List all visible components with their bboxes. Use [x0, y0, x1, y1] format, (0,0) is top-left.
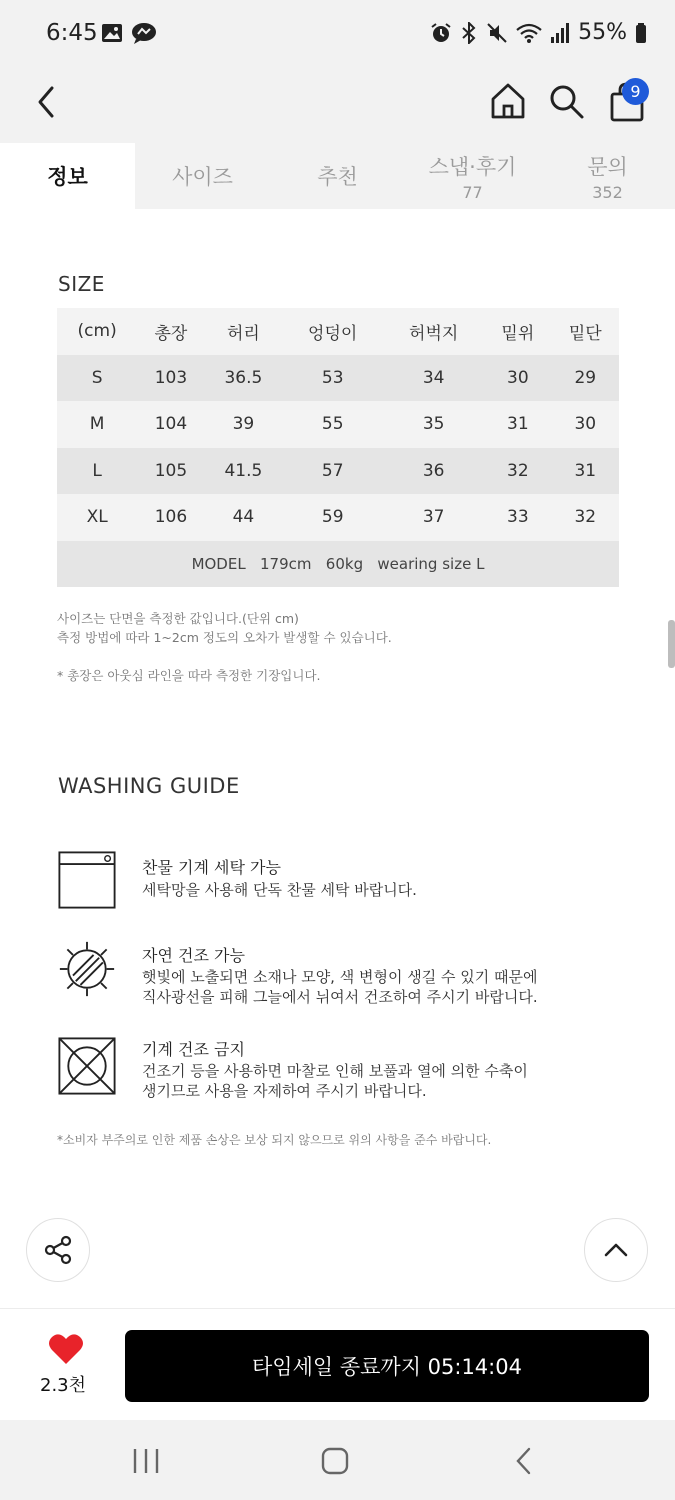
size-note: 사이즈는 단면을 측정한 값입니다.(단위 cm): [57, 611, 299, 626]
washing-machine-icon: [56, 851, 118, 909]
back-icon[interactable]: [30, 84, 66, 120]
buy-button-label: 타임세일 종료까지 05:14:04: [252, 1355, 522, 1379]
washing-title: WASHING GUIDE: [58, 774, 240, 798]
alarm-icon: [430, 22, 452, 44]
like-count: 2.3천: [40, 1375, 87, 1396]
scrollbar-thumb[interactable]: [668, 620, 675, 668]
size-title: SIZE: [58, 272, 105, 296]
system-nav-bar: [0, 1420, 675, 1500]
battery-icon: [635, 22, 647, 44]
tab-info[interactable]: 정보: [0, 143, 135, 209]
share-button[interactable]: [26, 1218, 90, 1282]
app-header: [0, 70, 675, 143]
wash-item-desc: 직사광선을 피해 그늘에서 뉘여서 건조하여 주시기 바랍니다.: [142, 988, 538, 1006]
messenger-icon: [131, 22, 157, 44]
signal-icon: [550, 22, 570, 44]
wash-item-title: 기계 건조 금지: [142, 1040, 245, 1059]
mute-icon: [486, 22, 508, 44]
no-tumble-dry-icon: [56, 1037, 118, 1095]
status-time: 6:45: [46, 20, 98, 46]
shade-dry-icon: [56, 940, 118, 998]
home-icon[interactable]: [489, 82, 527, 120]
wash-item-desc: 햇빛에 노출되면 소재나 모양, 색 변형이 생길 수 있기 때문에: [142, 968, 538, 986]
model-info-row: [57, 541, 619, 588]
battery-level: 55%: [578, 20, 627, 45]
wash-item-desc: 생기므로 사용을 자제하여 주시기 바랍니다.: [142, 1082, 427, 1100]
wash-item-desc: 세탁망을 사용해 단독 찬물 세탁 바랍니다.: [142, 881, 417, 899]
table-row: L 105 41.5 57 36 32 31: [57, 448, 619, 495]
wash-item-title: 자연 건조 가능: [142, 946, 245, 965]
review-count: 77: [462, 182, 483, 202]
recent-apps-icon[interactable]: [130, 1446, 162, 1476]
back-nav-icon[interactable]: [512, 1446, 536, 1476]
heart-icon[interactable]: [48, 1333, 84, 1365]
wash-item-title: 찬물 기계 세탁 가능: [142, 858, 281, 877]
tab-inquiry[interactable]: 문의 352: [587, 154, 628, 202]
share-icon: [42, 1234, 74, 1266]
tab-size[interactable]: 사이즈: [172, 165, 233, 189]
wifi-icon: [516, 22, 542, 44]
gallery-icon: [101, 22, 123, 44]
size-note: 측정 방법에 따라 1~2cm 정도의 오차가 발생할 수 있습니다.: [57, 630, 392, 645]
wash-item-desc: 건조기 등을 사용하면 마찰로 인해 보풀과 열에 의한 수축이: [142, 1062, 528, 1080]
washing-footer-note: *소비자 부주의로 인한 제품 손상은 보상 되지 않으므로 위의 사항을 준수 바랍니다.: [57, 1133, 492, 1147]
chevron-up-icon: [602, 1236, 630, 1264]
home-nav-icon[interactable]: [320, 1446, 350, 1476]
table-row: S 103 36.5 53 34 30 29: [57, 355, 619, 402]
bluetooth-icon: [460, 22, 478, 44]
time-sale-buy-button[interactable]: [125, 1330, 649, 1402]
search-icon[interactable]: [547, 82, 585, 120]
size-table-header: (cm) 총장 허리 엉덩이 허벅지 밑위 밑단: [57, 308, 619, 355]
tab-bar: [0, 143, 675, 209]
bottom-divider: [0, 1308, 675, 1309]
status-bar: [0, 0, 675, 70]
tab-snap-review[interactable]: 스냅·후기 77: [428, 154, 517, 202]
size-table: [57, 308, 619, 587]
table-row: M 104 39 55 35 31 30: [57, 401, 619, 448]
table-row: XL 106 44 59 37 33 32: [57, 494, 619, 541]
cart-count-badge: 9: [622, 78, 649, 105]
inquiry-count: 352: [592, 182, 623, 202]
tab-recommend[interactable]: 추천: [317, 165, 358, 189]
scroll-top-button[interactable]: [584, 1218, 648, 1282]
size-note: * 총장은 아웃심 라인을 따라 측정한 기장입니다.: [57, 668, 321, 683]
model-info: MODEL 179cm 60kg wearing size L: [191, 554, 485, 573]
